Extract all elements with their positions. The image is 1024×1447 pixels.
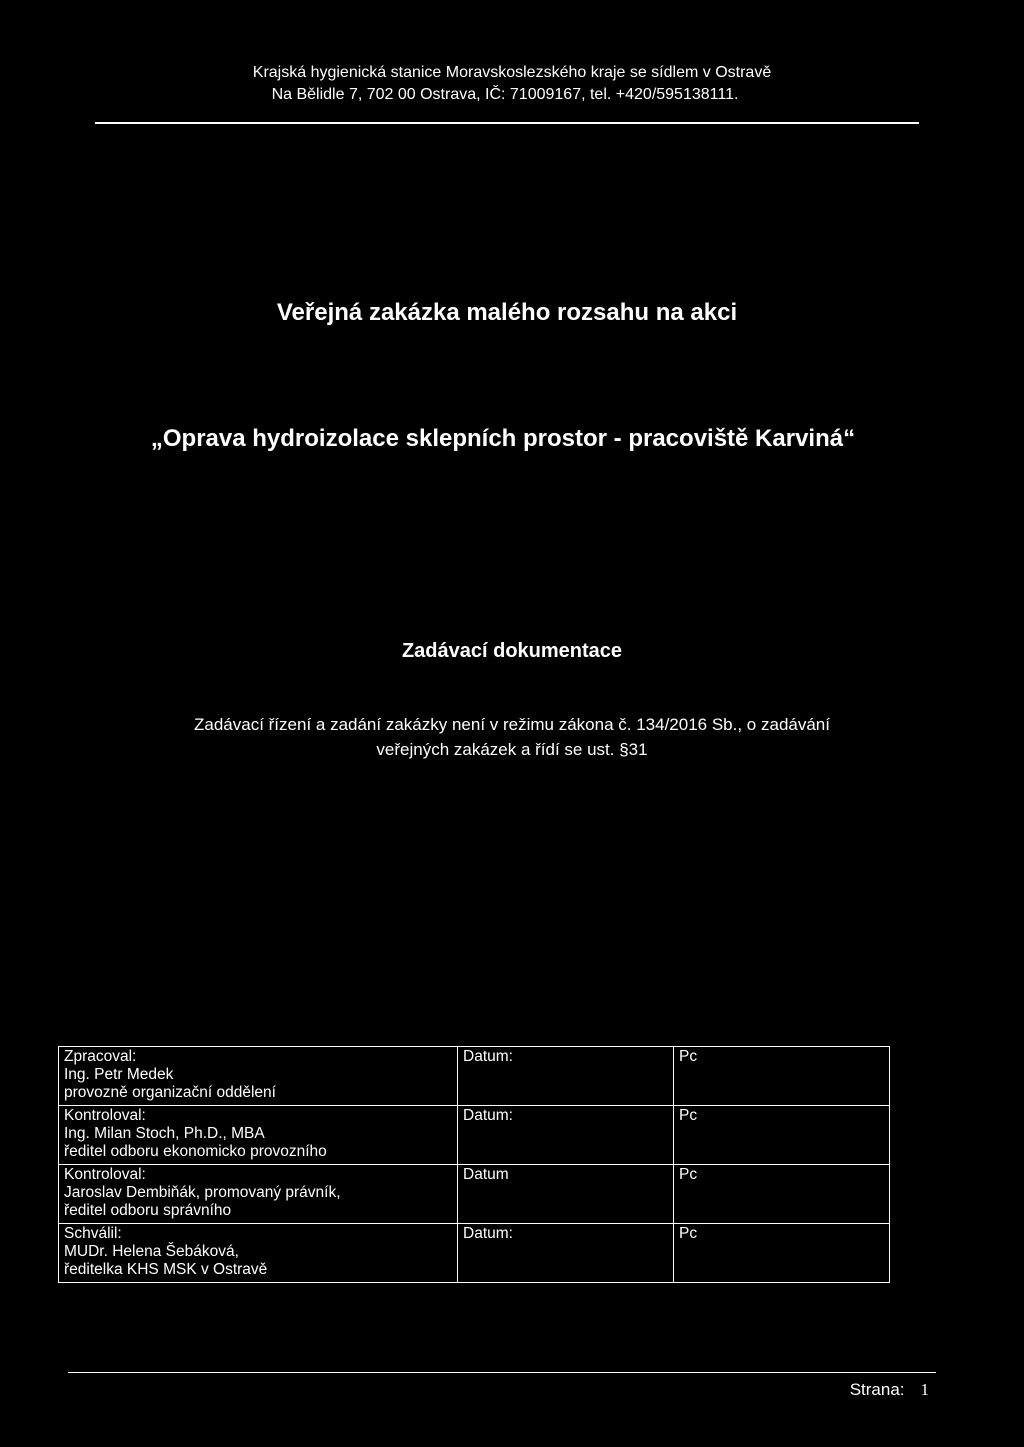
person-position: ředitel odboru ekonomicko provozního [64, 1143, 327, 1160]
role-label: Zpracoval: [64, 1048, 137, 1065]
person-cell [59, 1224, 458, 1283]
document-subtitle: Zadávací dokumentace [401, 640, 623, 662]
date-label: Datum: [463, 1107, 513, 1124]
approval-table [58, 1046, 890, 1283]
person-position: ředitelka KHS MSK v Ostravě [64, 1261, 268, 1278]
date-cell [458, 1047, 674, 1106]
date-label: Datum: [463, 1048, 513, 1065]
page-label: Strana: [849, 1380, 905, 1399]
role-label: Kontroloval: [64, 1107, 146, 1124]
header-divider [95, 122, 919, 124]
header-line-1: Krajská hygienická stanice Moravskoslezského kraje se sídlem v Ostravě [252, 64, 772, 81]
project-name: „Oprava hydroizolace sklepních prostor - pracoviště Karviná“ [150, 425, 856, 452]
document-title: Veřejná zakázka malého rozsahu na akci [276, 299, 738, 326]
role-label: Kontroloval: [64, 1166, 146, 1183]
signature-cell [674, 1047, 890, 1106]
signature-label: Pc [679, 1166, 698, 1183]
table-row [59, 1165, 890, 1224]
person-name: Jaroslav Dembiňák, promovaný právník, [64, 1184, 341, 1201]
date-cell [458, 1106, 674, 1165]
description-line-1: Zadávací řízení a zadání zakázky není v režimu zákona č. 134/2016 Sb., o zadávání [194, 715, 830, 734]
page-number: 1 [920, 1380, 929, 1399]
role-label: Schválil: [64, 1225, 122, 1242]
signature-cell [674, 1165, 890, 1224]
table-row [59, 1224, 890, 1283]
signature-label: Pc [679, 1048, 698, 1065]
date-cell [458, 1165, 674, 1224]
procedure-description [0, 712, 1024, 762]
date-label: Datum [463, 1166, 509, 1183]
person-name: Ing. Milan Stoch, Ph.D., MBA [64, 1125, 265, 1142]
header-line-2: Na Bělidle 7, 702 00 Ostrava, IČ: 71009167, tel. +420/595138111. [271, 86, 739, 103]
signature-cell [674, 1106, 890, 1165]
page-footer [850, 1380, 929, 1400]
description-line-2: veřejných zakázek a řídí se ust. §31 [376, 740, 648, 759]
person-cell [59, 1165, 458, 1224]
date-cell [458, 1224, 674, 1283]
table-row [59, 1106, 890, 1165]
person-position: provozně organizační oddělení [64, 1084, 276, 1101]
person-position: ředitel odboru správního [64, 1202, 232, 1219]
date-label: Datum: [463, 1225, 513, 1242]
person-name: MUDr. Helena Šebáková, [64, 1243, 239, 1260]
footer-divider [68, 1372, 936, 1373]
person-cell [59, 1106, 458, 1165]
person-cell [59, 1047, 458, 1106]
person-name: Ing. Petr Medek [64, 1066, 174, 1083]
signature-label: Pc [679, 1107, 698, 1124]
signature-label: Pc [679, 1225, 698, 1242]
table-row [59, 1047, 890, 1106]
signature-cell [674, 1224, 890, 1283]
